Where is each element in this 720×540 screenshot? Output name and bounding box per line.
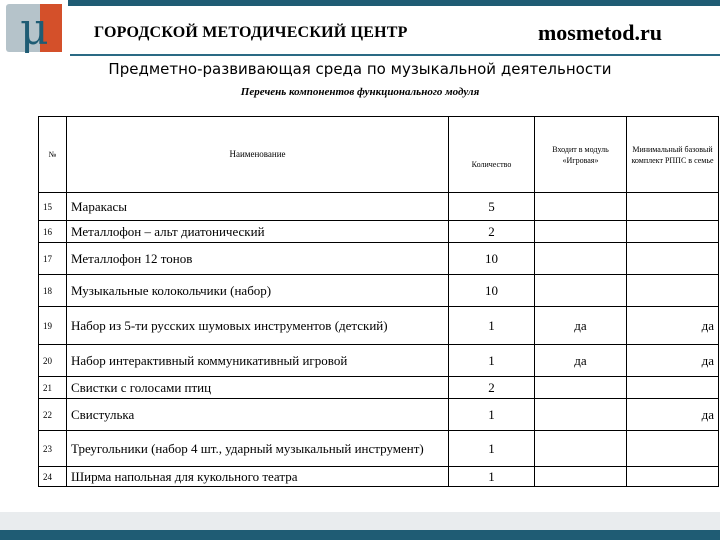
row-name: Маракасы <box>67 193 449 221</box>
row-minimal-kit: да <box>627 307 719 345</box>
col-header-num: № <box>39 117 67 193</box>
row-module <box>535 275 627 307</box>
row-module <box>535 431 627 467</box>
page-title: Предметно-развивающая среда по музыкальной деятельности <box>108 60 612 78</box>
row-quantity: 1 <box>449 431 535 467</box>
row-name: Металлофон 12 тонов <box>67 243 449 275</box>
col-header-module: Входит в модуль «Игровая» <box>535 117 627 193</box>
row-number: 21 <box>39 377 67 399</box>
row-number: 16 <box>39 221 67 243</box>
row-number: 23 <box>39 431 67 467</box>
row-number: 19 <box>39 307 67 345</box>
table-row <box>39 467 719 487</box>
row-name: Свистулька <box>67 399 449 431</box>
row-quantity: 1 <box>449 399 535 431</box>
row-name: Набор интерактивный коммуникативный игровой <box>67 345 449 377</box>
row-minimal-kit: да <box>627 399 719 431</box>
row-minimal-kit <box>627 377 719 399</box>
header-divider <box>70 54 720 56</box>
row-number: 17 <box>39 243 67 275</box>
row-module <box>535 467 627 487</box>
row-minimal-kit <box>627 467 719 487</box>
row-number: 15 <box>39 193 67 221</box>
row-quantity: 2 <box>449 221 535 243</box>
row-name: Ширма напольная для кукольного театра <box>67 467 449 487</box>
row-number: 18 <box>39 275 67 307</box>
site-link[interactable]: mosmetod.ru <box>537 20 662 45</box>
row-name: Треугольники (набор 4 шт., ударный музыкальный инструмент) <box>67 431 449 467</box>
row-module <box>535 221 627 243</box>
table-row <box>39 221 719 243</box>
row-name: Свистки с голосами птиц <box>67 377 449 399</box>
row-number: 24 <box>39 467 67 487</box>
mosmetod-logo <box>0 0 68 54</box>
table-row <box>39 193 719 221</box>
row-quantity: 1 <box>449 467 535 487</box>
row-module: да <box>535 345 627 377</box>
table-header-row <box>39 117 719 193</box>
row-module: да <box>535 307 627 345</box>
col-header-qty: Количество <box>449 117 535 193</box>
row-name: Музыкальные колокольчики (набор) <box>67 275 449 307</box>
row-quantity: 10 <box>449 275 535 307</box>
row-quantity: 10 <box>449 243 535 275</box>
row-minimal-kit <box>627 221 719 243</box>
row-name: Металлофон – альт диатонический <box>67 221 449 243</box>
row-quantity: 2 <box>449 377 535 399</box>
row-minimal-kit <box>627 243 719 275</box>
footer-accent-bar <box>0 530 720 540</box>
row-minimal-kit <box>627 431 719 467</box>
table-row <box>39 377 719 399</box>
row-module <box>535 377 627 399</box>
logo-letter: μ <box>20 4 49 54</box>
row-minimal-kit: да <box>627 345 719 377</box>
row-quantity: 5 <box>449 193 535 221</box>
top-accent-bar <box>0 0 720 6</box>
row-minimal-kit <box>627 193 719 221</box>
row-module <box>535 193 627 221</box>
row-number: 20 <box>39 345 67 377</box>
table-row <box>39 307 719 345</box>
organization-name: ГОРОДСКОЙ МЕТОДИЧЕСКИЙ ЦЕНТР <box>94 24 408 41</box>
table-row <box>39 243 719 275</box>
row-module <box>535 399 627 431</box>
components-table <box>38 116 719 487</box>
col-header-name: Наименование <box>67 117 449 193</box>
row-minimal-kit <box>627 275 719 307</box>
row-module <box>535 243 627 275</box>
row-name: Набор из 5-ти русских шумовых инструментов (детский) <box>67 307 449 345</box>
table-row <box>39 399 719 431</box>
page-subtitle: Перечень компонентов функционального модуля <box>240 86 480 98</box>
table-row <box>39 431 719 467</box>
row-quantity: 1 <box>449 345 535 377</box>
table-row <box>39 345 719 377</box>
row-quantity: 1 <box>449 307 535 345</box>
row-number: 22 <box>39 399 67 431</box>
col-header-minimal: Минимальный базовый комплект РППС в семье <box>627 117 719 193</box>
table-row <box>39 275 719 307</box>
